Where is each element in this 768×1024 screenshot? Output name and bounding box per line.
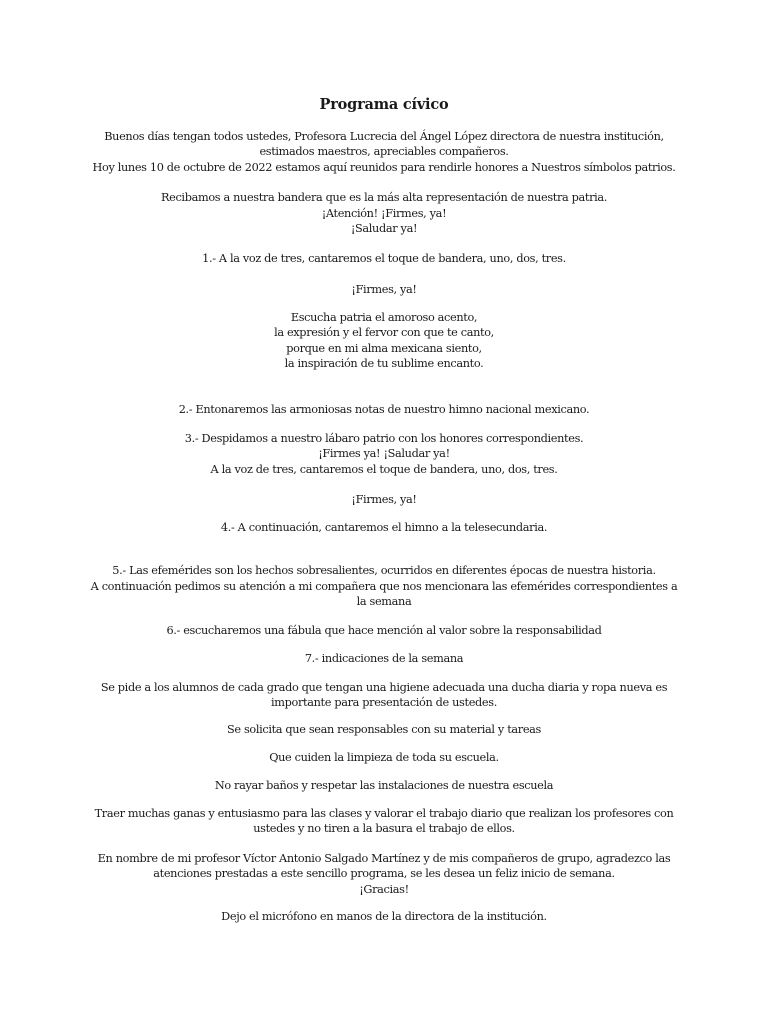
text-line: Hoy lunes 10 de octubre de 2022 estamos aquí reunidos para rendirle honores a Nuestros símbolos patrios.: [92, 161, 676, 174]
text-line: ¡Atención! ¡Firmes, ya!: [321, 207, 447, 220]
text-line: estimados maestros, apreciables compañeros.: [259, 145, 509, 158]
text-line: Que cuiden la limpieza de toda su escuela.: [269, 751, 499, 764]
text-line: ¡Saludar ya!: [350, 222, 418, 235]
text-line: Recibamos a nuestra bandera que es la más alta representación de nuestra patria.: [160, 191, 608, 204]
text-line: ¡Firmes ya! ¡Saludar ya!: [318, 447, 450, 460]
text-line: 5.- Las efemérides son los hechos sobresalientes, ocurridos en diferentes épocas de nuestra historia.: [112, 564, 656, 577]
text-line: atenciones prestadas a este sencillo programa, se les desea un feliz inicio de semana.: [153, 867, 615, 880]
document-title: Programa cívico: [319, 96, 449, 113]
text-line: ¡Gracias!: [359, 883, 409, 896]
text-line: 6.- escucharemos una fábula que hace mención al valor sobre la responsabilidad: [166, 624, 602, 637]
text-line: 3.- Despidamos a nuestro lábaro patrio con los honores correspondientes.: [184, 432, 584, 445]
text-line: Se pide a los alumnos de cada grado que tengan una higiene adecuada una ducha diaria y ropa nueva es: [100, 681, 668, 694]
text-line: la expresión y el fervor con que te canto,: [274, 326, 494, 339]
text-line: En nombre de mi profesor Víctor Antonio Salgado Martínez y de mis compañeros de grupo, agradezco las: [97, 852, 671, 865]
text-line: la inspiración de tu sublime encanto.: [284, 357, 484, 370]
text-line: 2.- Entonaremos las armoniosas notas de nuestro himno nacional mexicano.: [178, 403, 590, 416]
text-line: Buenos días tengan todos ustedes, Profesora Lucrecia del Ángel López directora de nuestra institución,: [104, 130, 664, 143]
text-line: 1.- A la voz de tres, cantaremos el toque de bandera, uno, dos, tres.: [202, 252, 566, 265]
text-line: Dejo el micrófono en manos de la directora de la institución.: [221, 910, 547, 923]
text-line: Escucha patria el amoroso acento,: [290, 311, 478, 324]
text-line: ¡Firmes, ya!: [351, 493, 417, 506]
text-line: Se solicita que sean responsables con su material y tareas: [226, 723, 541, 736]
text-line: A la voz de tres, cantaremos el toque de bandera, uno, dos, tres.: [210, 463, 558, 476]
text-line: ustedes y no tiren a la basura el trabajo de ellos.: [253, 822, 515, 835]
text-line: Traer muchas ganas y entusiasmo para las clases y valorar el trabajo diario que realizan los profesores con: [94, 807, 674, 820]
text-line: importante para presentación de ustedes.: [271, 696, 497, 709]
text-line: A continuación pedimos su atención a mi compañera que nos mencionara las efemérides correspondientes a: [90, 580, 678, 593]
text-line: 4.- A continuación, cantaremos el himno a la telesecundaria.: [220, 521, 548, 534]
text-line: porque en mi alma mexicana siento,: [286, 342, 482, 355]
text-line: ¡Firmes, ya!: [351, 283, 417, 296]
text-line: la semana: [356, 595, 412, 608]
text-line: 7.- indicaciones de la semana: [304, 652, 464, 665]
text-line: No rayar baños y respetar las instalaciones de nuestra escuela: [214, 779, 554, 792]
